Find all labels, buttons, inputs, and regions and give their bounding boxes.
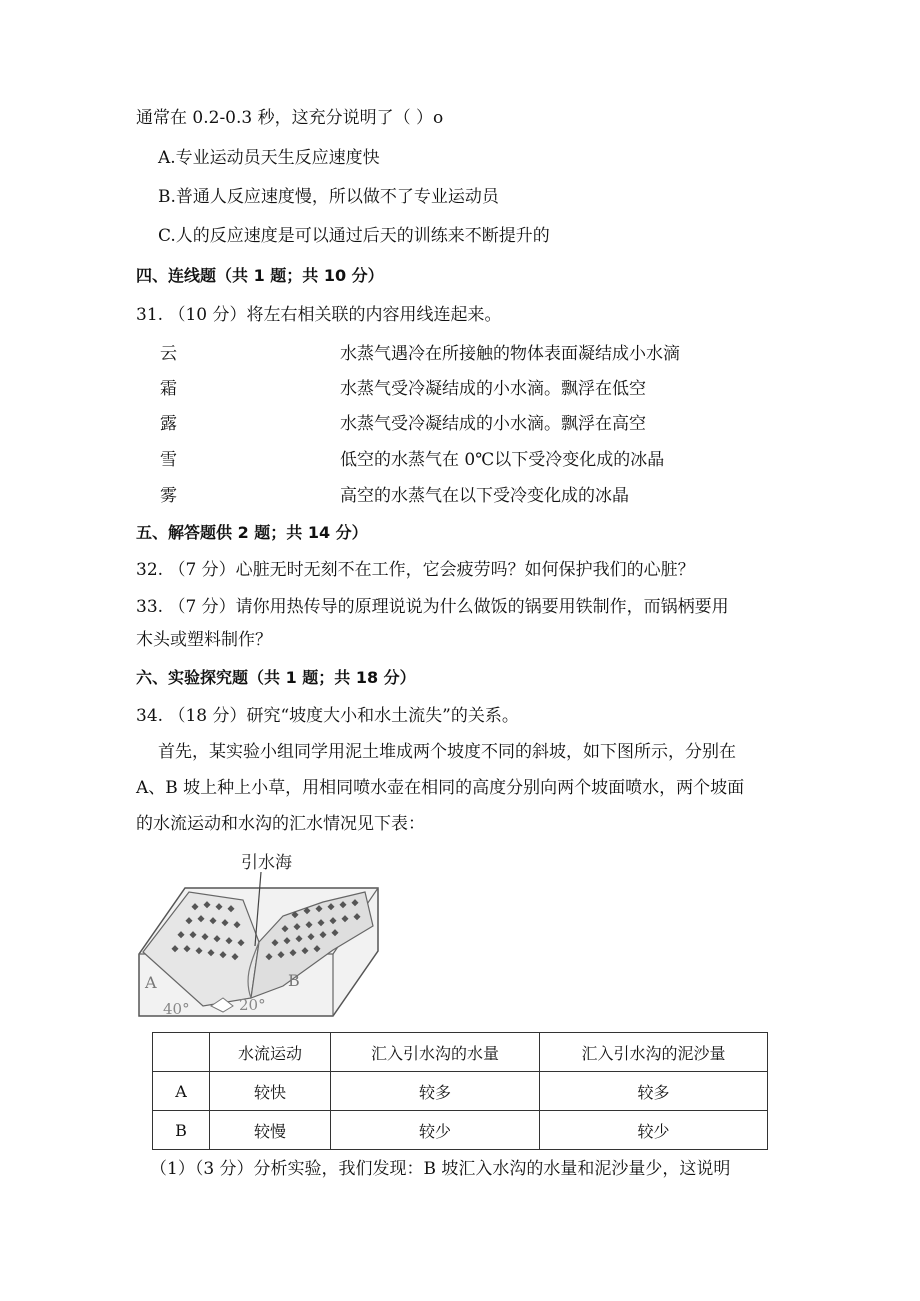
table-cell: 较少 [540,1111,768,1150]
match-left-item: 雪 [160,450,177,470]
question-32: 32. （7 分）心脏无时无刻不在工作，它会疲劳吗？如何保护我们的心脏？ [136,560,695,580]
slope-a-label: A [145,973,157,992]
table-row [153,1111,768,1150]
table-cell: 较快 [210,1072,331,1111]
match-left-item: 雾 [160,486,177,506]
section-6-heading: 六、实验探究题（共 1 题；共 18 分） [136,668,416,687]
results-table [152,1032,768,1150]
table-cell: 较多 [331,1072,540,1111]
slope-b-label: B [288,971,300,990]
match-left-item: 云 [160,344,177,364]
match-right-item: 高空的水蒸气在以下受冷变化成的冰晶 [340,486,629,506]
table-row [153,1072,768,1111]
slope-experiment-figure [133,846,383,1021]
option-a: A.专业运动员天生反应速度快 [158,148,380,168]
table-cell: A [153,1072,210,1111]
table-cell: 较少 [331,1111,540,1150]
section-5-heading: 五、解答题供 2 题；共 14 分） [136,523,368,542]
question-30-tail: 通常在 0.2-0.3 秒，这充分说明了（ ）o [136,108,444,128]
table-header-row [153,1033,768,1072]
table-header-cell: 水流运动 [210,1033,331,1072]
question-34-paragraph-line: 首先，某实验小组同学用泥土堆成两个坡度不同的斜坡，如下图所示，分别在 [158,742,736,762]
table-cell: B [153,1111,210,1150]
option-b: B.普通人反应速度慢，所以做不了专业运动员 [158,187,499,207]
table-header-cell: 汇入引水沟的泥沙量 [540,1033,768,1072]
match-left-item: 霜 [160,379,177,399]
angle-b-label: 20° [239,996,266,1014]
match-right-item: 水蒸气遇冷在所接触的物体表面凝结成小水滴 [340,344,680,364]
figure-caption: 引水海 [241,853,292,873]
table-cell: 较慢 [210,1111,331,1150]
question-34-paragraph-line: 的水流运动和水沟的汇水情况见下表： [136,814,425,834]
question-33-line-2: 木头或塑料制作？ [136,630,272,650]
match-right-item: 水蒸气受冷凝结成的小水滴。飘浮在高空 [340,414,646,434]
table-header-cell: 汇入引水沟的水量 [331,1033,540,1072]
match-right-item: 低空的水蒸气在 0℃以下受冷变化成的冰晶 [340,450,665,470]
question-31: 31. （10 分）将左右相关联的内容用线连起来。 [136,305,502,325]
option-c: C.人的反应速度是可以通过后天的训练来不断提升的 [158,226,550,246]
table-cell: 较多 [540,1072,768,1111]
question-34-paragraph-line: A、B 坡上种上小草，用相同喷水壶在相同的高度分别向两个坡面喷水，两个坡面 [136,778,745,798]
question-34-sub-1: （1）（3 分）分析实验，我们发现：B 坡汇入水沟的水量和泥沙量少，这说明 [150,1159,731,1179]
angle-a-label: 40° [163,1000,190,1018]
match-left-item: 露 [160,414,177,434]
question-33-line-1: 33. （7 分）请你用热传导的原理说说为什么做饭的锅要用铁制作，而锅柄要用 [136,597,729,617]
question-34: 34. （18 分）研究“坡度大小和水土流失”的关系。 [136,706,519,726]
section-4-heading: 四、连线题（共 1 题；共 10 分） [136,266,384,285]
table-header-cell [153,1033,210,1072]
match-right-item: 水蒸气受冷凝结成的小水滴。飘浮在低空 [340,379,646,399]
